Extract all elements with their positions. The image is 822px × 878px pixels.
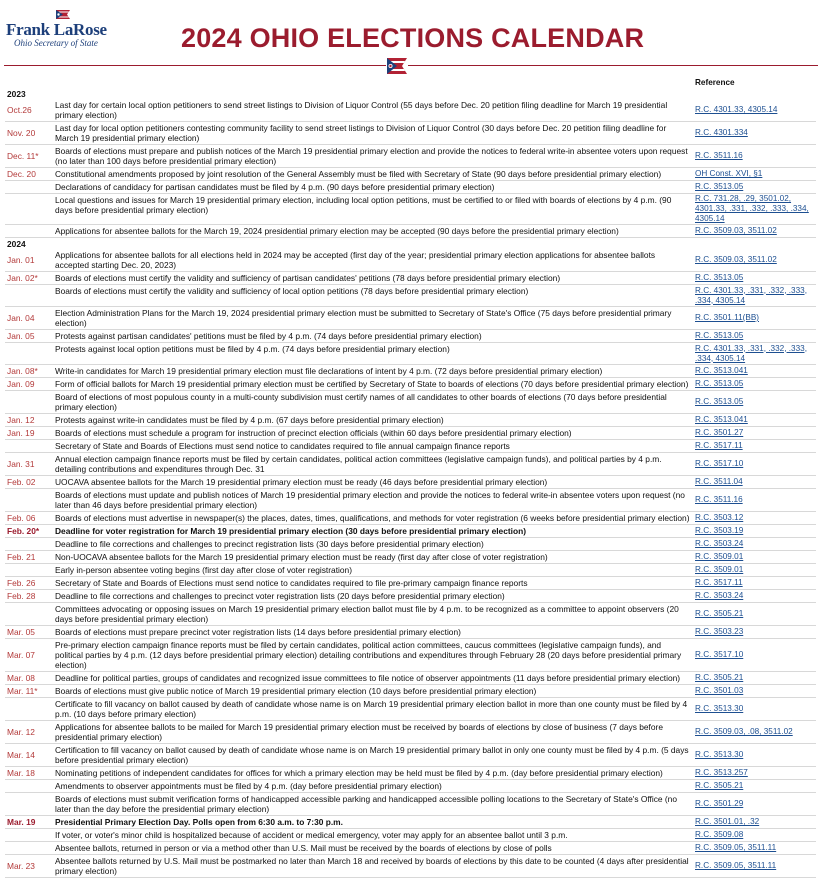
row-reference-link[interactable]: R.C. 3503.24 <box>695 591 744 600</box>
row-description: Boards of elections must certify the validity and sufficiency of partisan candidates' petitions (78 days before presidential primary election) <box>55 273 561 283</box>
row-reference-link[interactable]: R.C. 3509.03, 3511.02 <box>695 255 777 264</box>
table-row <box>5 181 816 194</box>
row-date <box>5 181 53 193</box>
row-reference-link[interactable]: R.C. 3517.11 <box>695 578 743 587</box>
row-description: Boards of elections must prepare precinct voter registration lists (14 days before presidential primary election) <box>55 627 461 637</box>
row-reference-link[interactable]: R.C. 3501.27 <box>695 428 744 437</box>
divider-line <box>4 65 818 66</box>
row-description: Applications for absentee ballots for the March 19, 2024 presidential primary election may be accepted (90 days before the presidential primary election) <box>55 226 619 236</box>
row-date: Mar. 23 <box>7 861 35 871</box>
table-row <box>5 603 816 626</box>
row-reference-link[interactable]: R.C. 3501.01, .32 <box>695 817 760 826</box>
row-reference-link[interactable]: R.C. 4301.33, .331, .332, .333, .334, 4305.14 <box>695 285 807 305</box>
row-date: Feb. 20* <box>7 526 40 536</box>
row-date: Jan. 05 <box>7 331 35 341</box>
row-date <box>5 793 53 815</box>
row-description: Form of official ballots for March 19 presidential primary election must be certified by Secretary of State to boards of elections (70 days before presidential primary election) <box>55 379 689 389</box>
row-reference-link[interactable]: R.C. 3511.04 <box>695 477 743 486</box>
table-row <box>5 639 816 672</box>
row-description: Last day for certain local option petitioners to send street listings to Division of Liquor Control (55 days before Dec. 20 petition filing deadline for March 19 presidential primary election) <box>55 100 668 120</box>
header-date <box>5 78 53 88</box>
row-date <box>5 780 53 792</box>
row-description: Absentee ballots, returned in person or via a method other than U.S. Mail must be received by the boards of elections by close of polls <box>55 843 552 853</box>
elections-calendar-table <box>5 78 816 878</box>
row-reference-link[interactable]: R.C. 3503.24 <box>695 539 744 548</box>
row-reference-link[interactable]: R.C. 3501.29 <box>695 799 744 808</box>
row-description: Applications for absentee ballots to be mailed for March 19 presidential primary election must be received by boards of elections by close of business (7 days before presidential primary election) <box>55 722 663 742</box>
table-row <box>5 685 816 698</box>
row-date: Jan. 19 <box>7 428 35 438</box>
row-description: Declarations of candidacy for partisan candidates must be filed by 4 p.m. (90 days before presidential primary election) <box>55 182 495 192</box>
row-reference-link[interactable]: R.C. 3509.05, 3511.11 <box>695 861 777 870</box>
row-reference-link[interactable]: R.C. 3511.16 <box>695 151 743 160</box>
row-description: Deadline for voter registration for March 19 presidential primary election (30 days before presidential primary election) <box>55 526 527 536</box>
table-row <box>5 168 816 181</box>
row-date: Feb. 28 <box>7 591 36 601</box>
row-reference-link[interactable]: R.C. 3513.05 <box>695 182 744 191</box>
row-reference-link[interactable]: R.C. 3517.11 <box>695 441 743 450</box>
table-row <box>5 427 816 440</box>
row-description: Deadline for political parties, groups of candidates and recognized issue committees to file notice of observer appointments (11 days before presidential primary election) <box>55 673 681 683</box>
row-description: Boards of elections must update and publish notices of March 19 presidential primary election and provide the notices to federal write-in absentee voters upon request (no later than 46 days before presidential primary election) <box>55 490 685 510</box>
table-row <box>5 525 816 538</box>
table-row <box>5 780 816 793</box>
table-row <box>5 225 816 238</box>
row-reference-link[interactable]: R.C. 3505.21 <box>695 781 744 790</box>
section-year-row <box>5 88 816 99</box>
table-row <box>5 816 816 829</box>
row-reference-link[interactable]: R.C. 3517.10 <box>695 459 744 468</box>
row-reference-link[interactable]: R.C. 3513.30 <box>695 704 744 713</box>
row-description: Write-in candidates for March 19 presidential primary election must file declarations of intent by 4 p.m. (72 days before presidential primary election) <box>55 366 603 376</box>
table-row <box>5 378 816 391</box>
row-reference-link[interactable]: R.C. 3509.05, 3511.11 <box>695 843 777 852</box>
row-reference-link[interactable]: R.C. 3513.257 <box>695 768 748 777</box>
row-description: If voter, or voter's minor child is hospitalized because of accident or medical emergency, voter may apply for an absentee ballot until 3 p.m. <box>55 830 568 840</box>
row-description: Protests against write-in candidates must be filed by 4 p.m. (67 days before presidential primary election) <box>55 415 444 425</box>
row-reference-link[interactable]: R.C. 3503.23 <box>695 627 744 636</box>
table-row <box>5 767 816 780</box>
row-date: Mar. 19 <box>7 817 36 827</box>
row-description: Boards of elections must schedule a program for instruction of precinct election officials (within 60 days before presidential primary election) <box>55 428 572 438</box>
table-row <box>5 721 816 744</box>
row-date <box>5 194 53 224</box>
row-date: Feb. 26 <box>7 578 36 588</box>
row-reference-link[interactable]: R.C. 3513.041 <box>695 366 748 375</box>
table-row <box>5 285 816 307</box>
row-reference-link <box>693 88 815 99</box>
row-date <box>5 538 53 550</box>
row-description: Amendments to observer appointments must be filed by 4 p.m. (day before presidential primary election) <box>55 781 442 791</box>
row-reference-link[interactable]: R.C. 3513.05 <box>695 397 744 406</box>
table-row <box>5 307 816 330</box>
row-reference-link[interactable]: R.C. 3501.03 <box>695 686 744 695</box>
row-description: Presidential Primary Election Day. Polls open from 6:30 a.m. to 7:30 p.m. <box>55 817 343 827</box>
row-date: Mar. 14 <box>7 750 35 760</box>
row-description: Protests against partisan candidates' petitions must be filed by 4 p.m. (74 days before presidential primary election) <box>55 331 482 341</box>
row-reference-link[interactable]: R.C. 3513.05 <box>695 273 744 282</box>
row-date: Feb. 02 <box>7 477 36 487</box>
row-date: Dec. 11* <box>7 151 39 161</box>
row-description: Boards of elections must certify the validity and sufficiency of local option petitions (78 days before presidential primary election) <box>55 286 529 296</box>
row-description: Constitutional amendments proposed by joint resolution of the General Assembly must be filed with Secretary of State (90 days before presidential primary election) <box>55 169 662 179</box>
table-row <box>5 391 816 414</box>
row-reference-link[interactable]: R.C. 3511.16 <box>695 495 743 504</box>
table-row <box>5 793 816 816</box>
logo-subtitle: Ohio Secretary of State <box>14 38 98 48</box>
row-description: Certificate to fill vacancy on ballot caused by death of candidate whose name is on March 19 presidential primary election ballot in more than one county must be filed by 4 p.m. (10 days before primary election) <box>55 699 688 719</box>
table-row <box>5 829 816 842</box>
table-row <box>5 744 816 767</box>
row-reference-link[interactable]: R.C. 3509.03, .08, 3511.02 <box>695 727 793 736</box>
table-row <box>5 672 816 685</box>
row-description <box>53 88 693 99</box>
page-header <box>0 0 822 60</box>
table-header-row <box>5 78 816 88</box>
row-date: Mar. 05 <box>7 627 35 637</box>
row-description: Election Administration Plans for the March 19, 2024 presidential primary election must be submitted to Secretary of State's Office (75 days before presidential primary election) <box>55 308 672 328</box>
row-reference-link[interactable]: R.C. 3509.08 <box>695 830 744 839</box>
row-date <box>5 603 53 625</box>
row-description: Certification to fill vacancy on ballot caused by death of candidate whose name is on March 19 presidential primary ballot in only one county must be filed by 4 p.m. (5 days before presidential primary election) <box>55 745 689 765</box>
row-description: Protests against local option petitions must be filed by 4 p.m. (74 days before presidential primary election) <box>55 344 450 354</box>
row-description: Deadline to file corrections and challenges to precinct voter registration lists (20 days before presidential primary election) <box>55 591 505 601</box>
row-date: Jan. 02* <box>7 273 38 283</box>
row-description: Deadline to file corrections and challenges to precinct registration lists (30 days before presidential primary election) <box>55 539 484 549</box>
row-reference-link[interactable]: R.C. 3509.03, 3511.02 <box>695 226 777 235</box>
row-date: Jan. 09 <box>7 379 35 389</box>
row-date: Jan. 04 <box>7 313 35 323</box>
row-reference-link[interactable]: R.C. 3513.041 <box>695 415 748 424</box>
row-description: UOCAVA absentee ballots for the March 19 presidential primary election must be ready (46 days before presidential primary election) <box>55 477 548 487</box>
row-date: Jan. 12 <box>7 415 35 425</box>
row-date: Feb. 06 <box>7 513 36 523</box>
row-reference-link[interactable]: R.C. 3509.01 <box>695 565 744 574</box>
table-row <box>5 551 816 564</box>
page-title: 2024 OHIO ELECTIONS CALENDAR <box>181 23 645 53</box>
row-reference-link[interactable]: R.C. 3513.05 <box>695 331 744 340</box>
row-date: Mar. 08 <box>7 673 35 683</box>
row-date <box>5 842 53 854</box>
row-description: Applications for absentee ballots for all elections held in 2024 may be accepted (first day of the year; presidential primary election applications for absentee ballots accepted starting Dec. 20, 2023) <box>55 250 656 270</box>
table-row <box>5 590 816 603</box>
table-row <box>5 512 816 525</box>
table-row <box>5 577 816 590</box>
table-row <box>5 343 816 365</box>
row-reference-link[interactable]: OH Const. XVI, §1 <box>695 169 763 178</box>
row-reference-link[interactable]: R.C. 3505.21 <box>695 673 744 682</box>
row-reference-link[interactable]: R.C. 3503.19 <box>695 526 744 535</box>
table-row <box>5 453 816 476</box>
row-description: Local questions and issues for March 19 presidential primary election, including local option petitions, must be certified to or filed with boards of elections by 4 p.m. (90 days before presidential primary election) <box>55 195 672 215</box>
row-description: Committees advocating or opposing issues on March 19 presidential primary election ballot must file by 4 p.m. to be recognized as a committee to appoint observers (20 days before presidential primary election) <box>55 604 679 624</box>
header-description <box>53 78 693 88</box>
row-description: Secretary of State and Boards of Elections must send notice to candidates required to file annual campaign finance reports <box>55 441 510 451</box>
table-row <box>5 538 816 551</box>
header-reference: Reference <box>695 78 735 87</box>
row-date <box>5 564 53 576</box>
section-year: 2024 <box>7 238 26 249</box>
table-row <box>5 564 816 577</box>
row-description: Early in-person absentee voting begins (first day after close of voter registration) <box>55 565 352 575</box>
secretary-of-state-logo <box>4 8 116 52</box>
row-reference-link[interactable]: R.C. 4301.334 <box>695 128 748 137</box>
row-date <box>5 391 53 413</box>
row-date: Feb. 21 <box>7 552 36 562</box>
row-date <box>5 829 53 841</box>
table-body <box>5 88 816 878</box>
row-description: Boards of elections must advertise in newspaper(s) the places, dates, times, qualifications, and methods for voter registration (6 weeks before presidential primary election) <box>55 513 690 523</box>
row-description: Board of elections of most populous county in a multi-county subdivision must certify names of all candidates to other boards of elections (70 days before presidential primary election) <box>55 392 667 412</box>
table-row <box>5 249 816 272</box>
row-reference-link[interactable]: R.C. 4301.33, 4305.14 <box>695 105 778 114</box>
row-reference-link[interactable]: R.C. 3509.01 <box>695 552 744 561</box>
table-row <box>5 489 816 512</box>
row-date <box>5 285 53 306</box>
row-description: Boards of elections must prepare and publish notices of the March 19 presidential primary election and provide the notices to federal write-in absentee voters upon request (no later than 100 days before presidential primary election) <box>55 146 688 166</box>
title-divider <box>4 64 818 67</box>
row-date: Oct.26 <box>7 105 32 115</box>
table-row <box>5 414 816 427</box>
row-date: Jan. 08* <box>7 366 38 376</box>
row-description: Pre-primary election campaign finance reports must be filed by certain candidates, political action committees, caucus committees (legislative campaign funds), and political parties by 4 p.m. (12 days before presidential primary election) detailing contributions and expenditures through February 28 (20 days before presidential primary election) <box>55 640 682 670</box>
logo-name: Frank LaRose <box>6 20 107 39</box>
table-row <box>5 842 816 855</box>
row-date: Jan. 31 <box>7 459 35 469</box>
ohio-burgee-icon <box>386 56 408 76</box>
ohio-flag-icon <box>56 10 70 19</box>
row-date: Mar. 11* <box>7 686 38 696</box>
row-date: Dec. 20 <box>7 169 36 179</box>
row-description: Boards of elections must give public notice of March 19 presidential primary election (10 days before presidential primary election) <box>55 686 537 696</box>
row-reference-link <box>693 238 815 249</box>
row-description: Secretary of State and Boards of Elections must send notice to candidates required to file pre-primary campaign finance reports <box>55 578 528 588</box>
row-date: Nov. 20 <box>7 128 36 138</box>
row-description: Absentee ballots returned by U.S. Mail must be postmarked no later than March 18 and received by boards of elections by this date to be counted (4 days after presidential primary election) <box>55 856 689 876</box>
row-date <box>5 440 53 452</box>
table-row <box>5 145 816 168</box>
row-date: Jan. 01 <box>7 255 35 265</box>
table-row <box>5 855 816 878</box>
row-description: Boards of elections must submit verification forms of handicapped accessible parking and handicapped accessible polling locations to the Secretary of State's Office (no later than the day before the presidential primary election) <box>55 794 678 814</box>
table-row <box>5 99 816 122</box>
table-row <box>5 272 816 285</box>
table-row <box>5 626 816 639</box>
table-row <box>5 476 816 489</box>
section-year: 2023 <box>7 88 26 99</box>
row-reference-link[interactable]: R.C. 3513.30 <box>695 750 744 759</box>
row-description: Annual election campaign finance reports must be filed by certain candidates, political action committees (legislative campaign funds), and political parties by 4 p.m. detailing contributions and expenditures through Dec. 31 <box>55 454 662 474</box>
row-date: Mar. 18 <box>7 768 35 778</box>
table-row <box>5 330 816 343</box>
row-reference-link[interactable]: R.C. 3517.10 <box>695 650 744 659</box>
row-reference-link[interactable]: R.C. 3503.12 <box>695 513 744 522</box>
row-description: Non-UOCAVA absentee ballots for the March 19 presidential primary election must be ready (first day after close of voter registration) <box>55 552 548 562</box>
row-date: Mar. 07 <box>7 650 35 660</box>
row-date <box>5 489 53 511</box>
row-date <box>5 698 53 720</box>
table-row <box>5 440 816 453</box>
row-reference-link[interactable]: R.C. 3513.05 <box>695 379 744 388</box>
row-date: Mar. 12 <box>7 727 35 737</box>
row-description <box>53 238 693 249</box>
row-reference-link[interactable]: R.C. 731.28, .29, 3501.02, 4301.33, .331, .332, .333, .334, 4305.14 <box>695 194 809 223</box>
row-description: Last day for local option petitioners contesting community facility to send street listings to Division of Liquor Control (30 days before Dec. 20 petition filing deadline for March 19 presidential primary election) <box>55 123 667 143</box>
row-date <box>5 343 53 364</box>
row-description: Nominating petitions of independent candidates for offices for which a primary election may be held must be filed by 4 p.m. (day before presidential primary election) <box>55 768 663 778</box>
row-reference-link[interactable]: R.C. 3505.21 <box>695 609 744 618</box>
table-row <box>5 698 816 721</box>
table-row <box>5 194 816 225</box>
row-date <box>5 225 53 237</box>
table-row <box>5 122 816 145</box>
section-year-row <box>5 238 816 249</box>
row-reference-link[interactable]: R.C. 3501.11(BB) <box>695 313 760 322</box>
table-row <box>5 365 816 378</box>
row-reference-link[interactable]: R.C. 4301.33, .331, .332, .333, .334, 4305.14 <box>695 343 807 363</box>
